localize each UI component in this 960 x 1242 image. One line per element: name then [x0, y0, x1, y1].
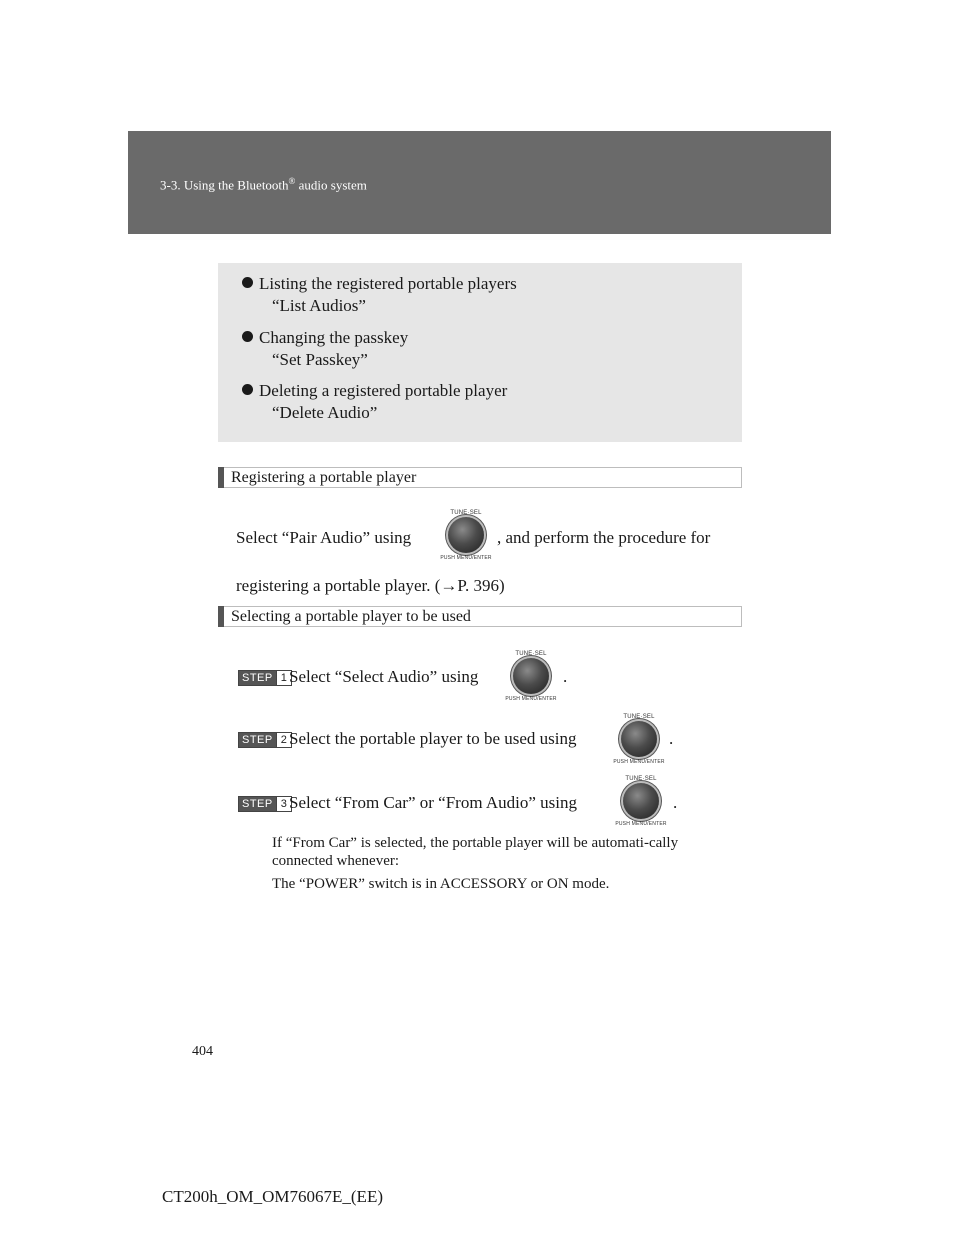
function-list-box: [218, 263, 742, 442]
list-item: Changing the passkey “Set Passkey”: [242, 327, 408, 371]
tune-sel-knob-icon: TUNE·SEL PUSH MENU/ENTER: [437, 508, 495, 562]
page-number: 404: [192, 1044, 213, 1059]
tune-sel-knob-icon: TUNE·SEL PUSH MENU/ENTER: [502, 649, 560, 703]
list-item: Listing the registered portable players “List Audios”: [242, 273, 517, 317]
step-text: Select “From Car” or “From Audio” using: [289, 793, 578, 812]
register-text: registering a portable player. (→P. 396): [236, 576, 505, 595]
step-badge: STEP 2: [238, 732, 292, 748]
step-end: .: [669, 729, 674, 748]
tune-sel-knob-icon: TUNE·SEL PUSH MENU/ENTER: [610, 712, 668, 766]
section-heading-select: Selecting a portable player to be used: [218, 606, 742, 627]
step-badge: STEP 1: [238, 670, 292, 686]
step-text: Select the portable player to be used using: [289, 729, 577, 748]
note-text: The “POWER” switch is in ACCESSORY or ON mode.: [272, 876, 610, 892]
section-title: 3-3. Using the Bluetooth® audio system: [160, 176, 367, 193]
tune-sel-knob-icon: TUNE·SEL PUSH MENU/ENTER: [612, 774, 670, 828]
bullet-icon: [242, 384, 253, 395]
register-text: , and perform the procedure for: [497, 528, 711, 547]
note-text: If “From Car” is selected, the portable player will be automati-cally connected whenever:: [272, 835, 679, 869]
step-end: .: [673, 793, 678, 812]
list-item: Deleting a registered portable player “Delete Audio”: [242, 380, 507, 424]
bullet-icon: [242, 331, 253, 342]
step-text: Select “Select Audio” using: [289, 667, 479, 686]
section-header-bar: [128, 131, 831, 234]
bullet-icon: [242, 277, 253, 288]
register-text: Select “Pair Audio” using: [236, 528, 412, 547]
step-badge: STEP 3: [238, 796, 292, 812]
section-heading-register: Registering a portable player: [218, 467, 742, 488]
document-code: CT200h_OM_OM76067E_(EE): [162, 1187, 383, 1206]
step-end: .: [563, 667, 568, 686]
